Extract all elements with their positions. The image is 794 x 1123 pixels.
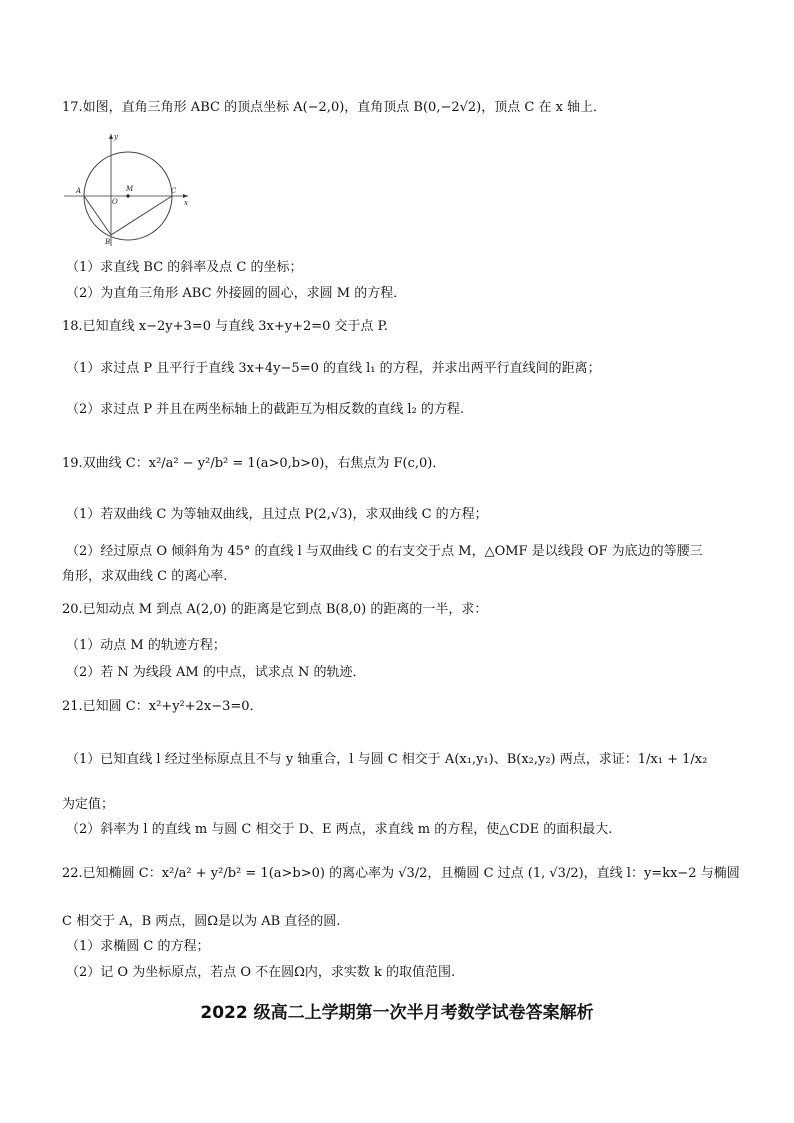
q21-stem: 21.已知圆 C：x²+y²+2x−3=0． <box>62 699 263 714</box>
q19-part2b: 角形，求双曲线 C 的离心率. <box>62 569 228 584</box>
label-c: C <box>171 187 177 195</box>
q19-part2a: （2）经过原点 O 倾斜角为 45° 的直线 l 与双曲线 C 的右支交于点 M，△OMF 是以线段 OF 为底边的等腰三 <box>66 544 703 559</box>
q17-part1: （1）求直线 BC 的斜率及点 C 的坐标； <box>66 260 303 275</box>
q18-stem: 18.已知直线 x−2y+3=0 与直线 3x+y+2=0 交于点 P. <box>62 319 388 334</box>
y-axis-arrow <box>109 134 113 139</box>
q22-part2: （2）记 O 为坐标原点，若点 O 不在圆Ω内，求实数 k 的取值范围. <box>66 965 456 980</box>
q17-figure <box>64 130 192 248</box>
q17-part2: （2）为直角三角形 ABC 外接圆的圆心，求圆 M 的方程． <box>66 286 407 301</box>
q18-part1: （1）求过点 P 且平行于直线 3x+4y−5=0 的直线 l₁ 的方程，并求出两平行直线间的距离； <box>66 361 601 376</box>
q22-part1: （1）求椭圆 C 的方程； <box>66 939 210 954</box>
x-axis-arrow <box>183 194 188 198</box>
q22-stem-b: C 相交于 A，B 两点，圆Ω是以为 AB 直径的圆. <box>62 914 341 929</box>
q21-part1a: （1）已知直线 l 经过坐标原点且不与 y 轴重合，l 与圆 C 相交于 A(x₁,y₁)、B(x₂,y₂) 两点，求证：1/x₁ + 1/x₂ <box>66 752 708 767</box>
q21-part1b: 为定值； <box>62 797 115 812</box>
label-y: y <box>114 133 118 141</box>
label-o: O <box>112 198 118 206</box>
q20-part1: （1）动点 M 的轨迹方程； <box>66 638 226 653</box>
label-x: x <box>184 199 188 207</box>
answer-section-title: 2022 级高二上学期第一次半月考数学试卷答案解析 <box>200 1003 594 1023</box>
segment-bc <box>111 196 172 235</box>
label-b: B <box>105 238 111 246</box>
label-a: A <box>76 187 82 195</box>
q21-part2: （2）斜率为 l 的直线 m 与圆 C 相交于 D、E 两点，求直线 m 的方程，使△CDE 的面积最大. <box>66 822 613 837</box>
q22-stem-a: 22.已知椭圆 C：x²/a² + y²/b² = 1(a>b>0) 的离心率为 √3/2，且椭圆 C 过点 (1, √3/2)，直线 l：y=kx−2 与椭圆 <box>62 866 740 881</box>
q20-stem: 20.已知动点 M 到点 A(2,0) 的距离是它到点 B(8,0) 的距离的一半，求： <box>62 602 488 617</box>
q17-stem: 17.如图，直角三角形 ABC 的顶点坐标 A(−2,0)，直角顶点 B(0,−2√2)，顶点 C 在 x 轴上． <box>62 100 607 115</box>
label-m: M <box>126 185 134 193</box>
q19-part1: （1）若双曲线 C 为等轴双曲线，且过点 P(2,√3)，求双曲线 C 的方程； <box>66 507 488 522</box>
q18-part2: （2）求过点 P 并且在两坐标轴上的截距互为相反数的直线 l₂ 的方程. <box>66 402 465 417</box>
center-m <box>126 194 129 197</box>
q19-stem: 19.双曲线 C：x²/a² − y²/b² = 1(a>0,b>0)，右焦点为 F(c,0)． <box>62 456 446 471</box>
q20-part2: （2）若 N 为线段 AM 的中点，试求点 N 的轨迹． <box>66 665 366 680</box>
